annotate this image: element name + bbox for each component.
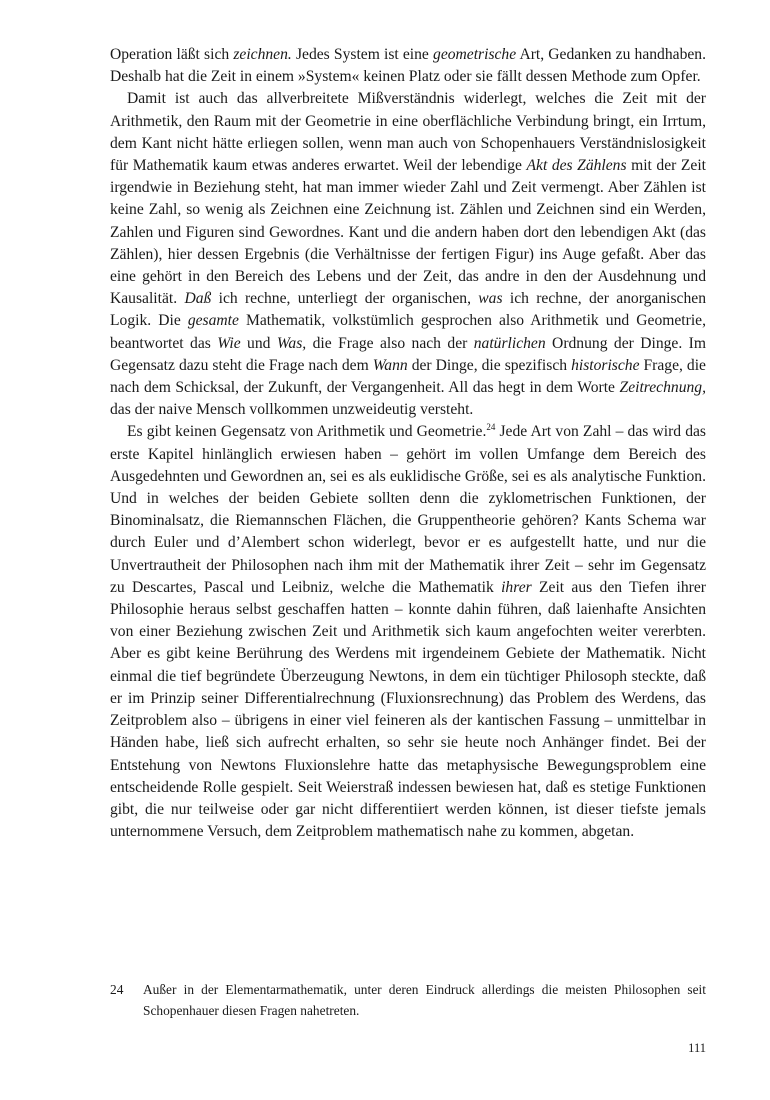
text-run: Zeit aus den Tiefen ihrer Philosophie heraus selbst geschaffen hatten – konnte dahin führen, daß laienhafte Ansichten von einer Beziehung zwischen Zeit und Arithmetik sich kaum angefochten weiter vererbten. Aber es gibt keine Berührung des Werdens mit irgendeinem Gebiete der Mathematik. Nicht einmal die tief begründete Überzeugung Newtons, in dem ein tüchtiger Philosoph steckte, daß er im Prinzip seiner Differentialrechnung (Fluxionsrechnung) das Problem des Werdens, das Zeitproblem also – übrigens in einer viel feineren als der kantischen Fassung – unmittelbar in Händen habe, ließ sich aufrecht erhalten, so sehr sie heute noch Anhänger findet. Bei der Entstehung von Newtons Fluxionslehre hatte das metaphysische Bewegungsproblem eine entscheidende Rolle gespielt. Seit Weierstraß indessen bewiesen hat, daß es stetige Funktionen gibt, die nur teilweise oder gar nicht differentiiert werden können, ist dieser tiefste jemals unternommene Versuch, dem Zeitproblem mathematisch nahe zu kommen, abgetan.	[110, 578, 706, 841]
text-run: der Dinge, die spezifisch	[407, 356, 572, 374]
italic-text: Wie	[217, 334, 241, 352]
text-run: ich rechne, unterliegt der organischen,	[211, 290, 479, 308]
text-run: Es gibt keinen Gegensatz von Arithmetik und Geometrie.	[127, 423, 487, 441]
italic-text: zeichnen.	[233, 46, 292, 63]
paragraph	[110, 88, 706, 421]
page-number: 111	[688, 1041, 706, 1055]
italic-text: natürlichen	[473, 334, 546, 352]
footnote-text: Außer in der Elementarmathematik, unter deren Eindruck allerdings die meisten Philosophen seit Schopenhauer diesen Fragen nahetreten.	[143, 982, 706, 1018]
footnote-reference: 24	[486, 422, 496, 433]
text-run: Damit ist auch das allverbreitete Mißverständnis widerlegt, welches die Zeit mit der Arithmetik, den Raum mit der Geometrie in eine oberflächliche Verbindung bringt, ein Irrtum, dem Kant nicht hätte erliegen sollen, wenn man auch von Schopenhauers Verständnislosigkeit für Mathematik kaum etwas anderes erwartet. Weil der lebendige	[110, 90, 706, 175]
footnote	[110, 980, 706, 1021]
text-run: Art, Gedanken zu handhaben. Deshalb hat die Zeit in einem »System« keinen Platz oder sie fällt dessen Methode zum Opfer.	[110, 46, 706, 86]
paragraph	[110, 44, 706, 88]
italic-text: geometrische	[433, 46, 517, 63]
italic-text: Akt des Zählens	[526, 157, 627, 175]
text-run: ich rechne, der anorganischen Logik. Die	[110, 290, 706, 330]
text-run: Jedes System ist eine	[291, 46, 434, 63]
text-run: und	[240, 334, 277, 352]
italic-text: Wann	[372, 356, 408, 374]
text-run: Ordnung der Dinge. Im Gegensatz dazu steht die Frage nach dem	[110, 334, 706, 374]
italic-text: Daß	[184, 290, 212, 308]
body-text	[110, 44, 706, 843]
text-run: Mathematik, volkstümlich gesprochen also Arithmetik und Geometrie, beantwortet das	[110, 312, 706, 352]
italic-text: gesamte	[187, 312, 239, 330]
text-run: mit der Zeit irgendwie in Beziehung steht, hat man immer wieder Zahl und Zeit vermengt. Aber Zählen ist keine Zahl, so wenig als Zeichnen eine Zeichnung ist. Zählen und Zeichnen sind ein Werden, Zahlen und Figuren sind Gewordnes. Kant und die andern haben dort den lebendigen Akt (das Zählen), hier dessen Ergebnis (die Verhältnisse der fertigen Figur) ins Auge gefaßt. Aber das eine gehört in den Bereich des Lebens und der Zeit, das andre in den der Ausdehnung und Kausalität.	[110, 157, 707, 308]
italic-text: was	[478, 290, 503, 308]
italic-text: ihrer	[501, 578, 532, 596]
italic-text: historische	[571, 356, 640, 374]
italic-text: Was,	[276, 334, 307, 352]
text-run: Operation läßt sich	[110, 46, 234, 63]
text-run: Frage, die nach dem Schicksal, der Zukunft, der Vergangenheit. All das hegt in dem Worte	[110, 356, 706, 397]
text-run: Jede Art von Zahl – das wird das erste Kapitel hinlänglich erwiesen haben – gehört im vollen Umfange dem Bereich des Ausgedehnten und Gewordnen an, sei es als euklidische Größe, sei es als analytische Funktion. Und in welches der beiden Gebiete sollten denn die zyklometrischen Funktionen, der Binominalsatz, die Riemannschen Flächen, die Gruppentheorie gehören? Kants Schema war durch Euler und d’Alembert schon widerlegt, bevor er es aufgestellt hatte, und nur die Unvertrautheit der Philosophen nach ihm mit der Mathematik ihrer Zeit – sehr im Gegensatz zu Descartes, Pascal und Leibniz, welche die Mathematik	[110, 423, 706, 596]
text-run: das der naive Mensch vollkommen unzweideutig versteht.	[110, 401, 474, 419]
text-run: die Frage also nach der	[306, 334, 474, 352]
footnote-number: 24	[110, 982, 124, 997]
paragraph	[110, 421, 706, 843]
italic-text: Zeitrechnung,	[619, 379, 706, 397]
